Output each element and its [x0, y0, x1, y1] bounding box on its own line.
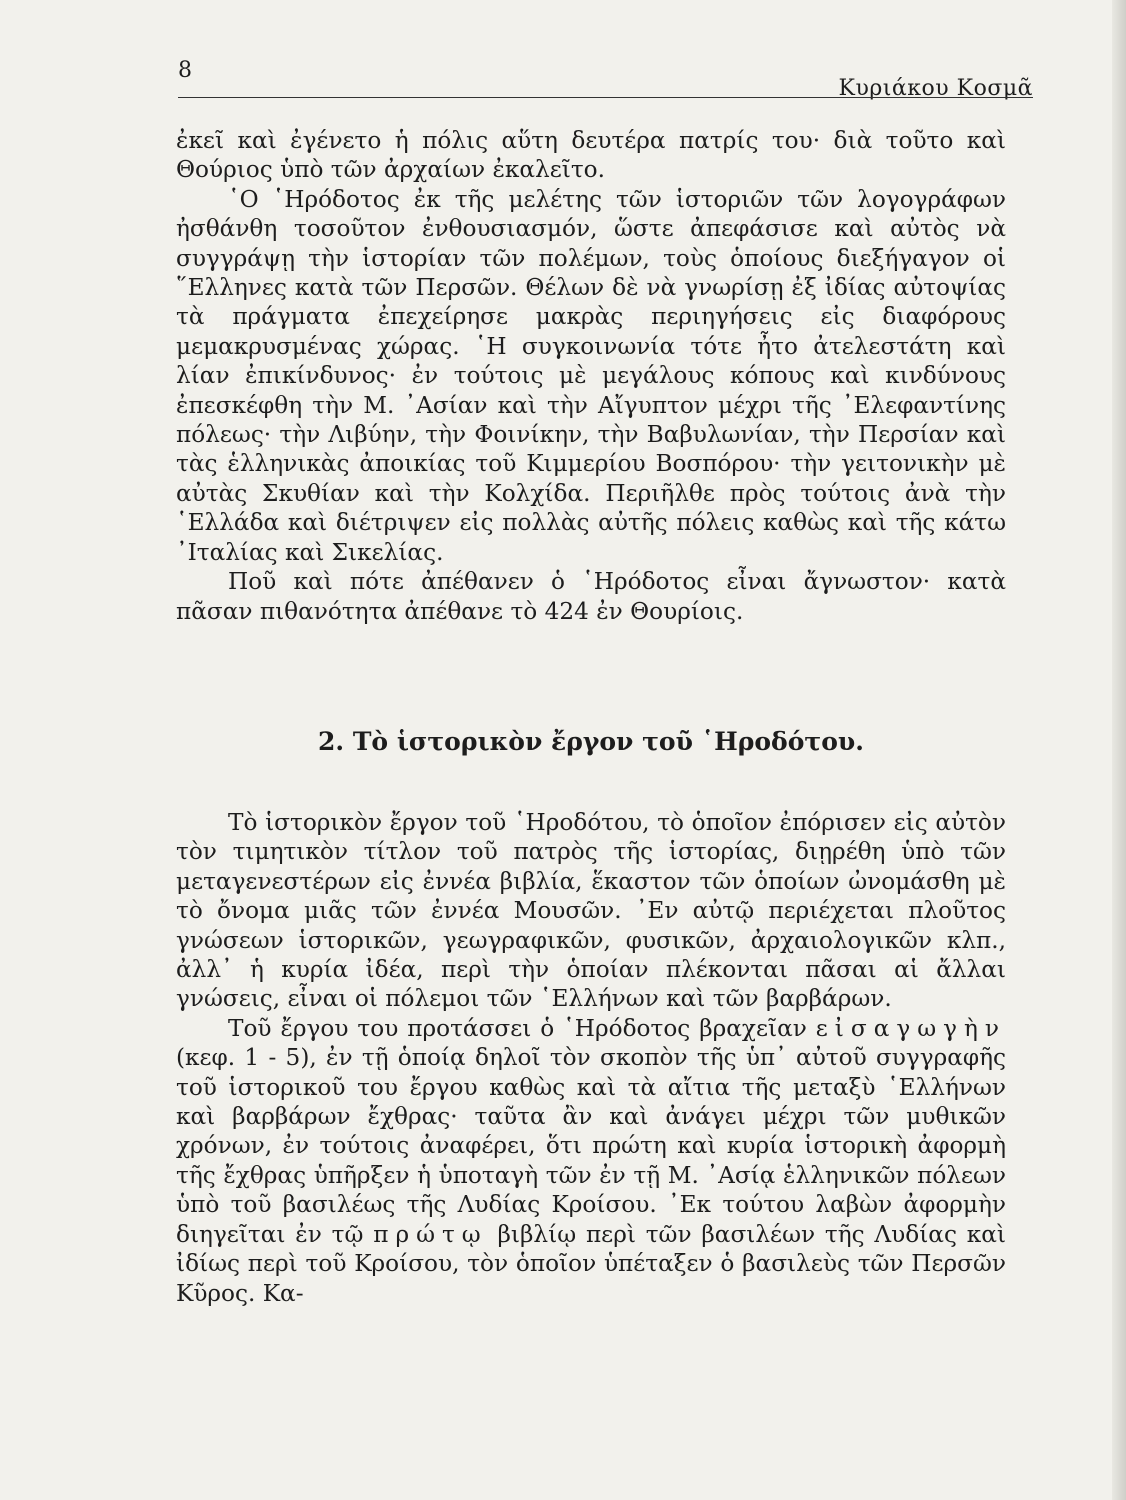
page-number: 8 [178, 58, 192, 83]
text-run: βιβλίῳ περὶ τῶν βασιλέων τῆς Λυδίας καὶ ἰδίως περὶ τοῦ Κροίσου, τὸν ὁποῖον ὑπέταξεν ὁ βασιλεὺς τῶν Περσῶν Κῦρος. Κα- [176, 1220, 1006, 1307]
section-heading: 2. Τὸ ἱστορικὸν ἔργον τοῦ ῾Ηροδότου. [318, 727, 864, 756]
running-head [178, 56, 1033, 100]
intro-text-block [176, 126, 1006, 626]
paragraph-travels: ῾Ο ῾Ηρόδοτος ἐκ τῆς μελέτης τῶν ἱστοριῶν τῶν λογογράφων ἠσθάνθη τοσοῦτον ἐνθουσιασμόν, ὥστε ἀπεφάσισε καὶ αὐτὸς νὰ συγγράψῃ τὴν ἱστορίαν τῶν πολέμων, τοὺς ὁποίους διεξήγαγον οἱ ῞Ελληνες κατὰ τῶν Περσῶν. Θέλων δὲ νὰ γνωρίσῃ ἐξ ἰδίας αὐτοψίας τὰ πράγματα ἐπεχείρησε μακρὰς περιηγήσεις εἰς διαφόρους μεμακρυσμένας χώρας. ῾Η συγκοινωνία τότε ἦτο ἀτελεστάτη καὶ λίαν ἐπικίνδυνος· ἐν τούτοις μὲ μεγάλους κόπους καὶ κινδύνους ἐπεσκέφθη τὴν Μ. ᾿Ασίαν καὶ τὴν Αἴγυπτον μέχρι τῆς ᾿Ελεφαντίνης πόλεως· τὴν Λιβύην, τὴν Φοινίκην, τὴν Βαβυλωνίαν, τὴν Περσίαν καὶ τὰς ἑλληνικὰς ἀποικίας τοῦ Κιμμερίου Βοσπόρου· τὴν γειτονικὴν μὲ αὐτὰς Σκυθίαν καὶ τὴν Κολχίδα. Περιῆλθε πρὸς τούτοις ἀνὰ τὴν ῾Ελλάδα καὶ διέτριψεν εἰς πολλὰς αὐτῆς πόλεις καθὼς καὶ τῆς κάτω ᾿Ιταλίας καὶ Σικελίας. [176, 185, 1006, 566]
section-text-block [176, 808, 1006, 1308]
page-edge-shadow [1112, 0, 1126, 1500]
paragraph-continuation: ἐκεῖ καὶ ἐγένετο ἡ πόλις αὕτη δευτέρα πατρίς του· διὰ τοῦτο καὶ Θούριος ὑπὸ τῶν ἀρχαίων ἐκαλεῖτο. [176, 127, 1006, 184]
text-run: Τοῦ ἔργου του προτάσσει ὁ ῾Ηρόδοτος βραχεῖαν [228, 1014, 816, 1042]
text-run: (κεφ. 1 - 5), ἐν τῇ ὁποίᾳ δηλοῖ τὸν σκοπὸν τῆς ὑπ᾿ αὐτοῦ συγγραφῆς τοῦ ἱστορικοῦ του ἔργου καθὼς καὶ τὰ αἴτια τῆς μεταξὺ ῾Ελλήνων καὶ βαρβάρων ἔχθρας· ταῦτα ἂν καὶ ἀνάγει μέχρι τῶν μυθικῶν χρόνων, ἐν τούτοις ἀναφέρει, ὅτι πρώτη καὶ κυρία ἱστορικὴ ἀφορμὴ τῆς ἔχθρας ὑπῆρξεν ἡ ὑποταγὴ τῶν ἐν τῇ Μ. ᾿Ασίᾳ ἑλληνικῶν πόλεων ὑπὸ τοῦ βασιλέως τῆς Λυδίας Κροίσου. ᾿Εκ τούτου λαβὼν ἀφορμὴν διηγεῖται ἐν τῷ [176, 1044, 1006, 1248]
header-author: Κυριάκου Κοσμᾶ [838, 76, 1033, 101]
spaced-term-introduction: εἰσαγωγὴν [815, 1014, 1006, 1042]
header-rule [178, 97, 1033, 98]
paragraph-introduction [176, 1014, 1006, 1308]
spaced-term-first: πρώτῳ [373, 1220, 488, 1248]
paragraph-historical-work: Τὸ ἱστορικὸν ἔργον τοῦ ῾Ηροδότου, τὸ ὁποῖον ἐπόρισεν εἰς αὐτὸν τὸν τιμητικὸν τίτλον τοῦ πατρὸς τῆς ἱστορίας, διῃρέθη ὑπὸ τῶν μεταγενεστέρων εἰς ἐννέα βιβλία, ἕκαστον τῶν ὁποίων ὠνομάσθη μὲ τὸ ὄνομα μιᾶς τῶν ἐννέα Μουσῶν. ᾿Εν αὐτῷ περιέχεται πλοῦτος γνώσεων ἱστορικῶν, γεωγραφικῶν, φυσικῶν, ἀρχαιολογικῶν κλπ., ἀλλ᾿ ἡ κυρία ἰδέα, περὶ τὴν ὁποίαν πλέκονται πᾶσαι αἱ ἄλλαι γνώσεις, εἶναι οἱ πόλεμοι τῶν ῾Ελλήνων καὶ τῶν βαρβάρων. [176, 809, 1006, 1013]
paragraph-death: Ποῦ καὶ πότε ἀπέθανεν ὁ ῾Ηρόδοτος εἶναι ἄγνωστον· κατὰ πᾶσαν πιθανότητα ἀπέθανε τὸ 424 ἐν Θουρίοις. [176, 568, 1006, 625]
